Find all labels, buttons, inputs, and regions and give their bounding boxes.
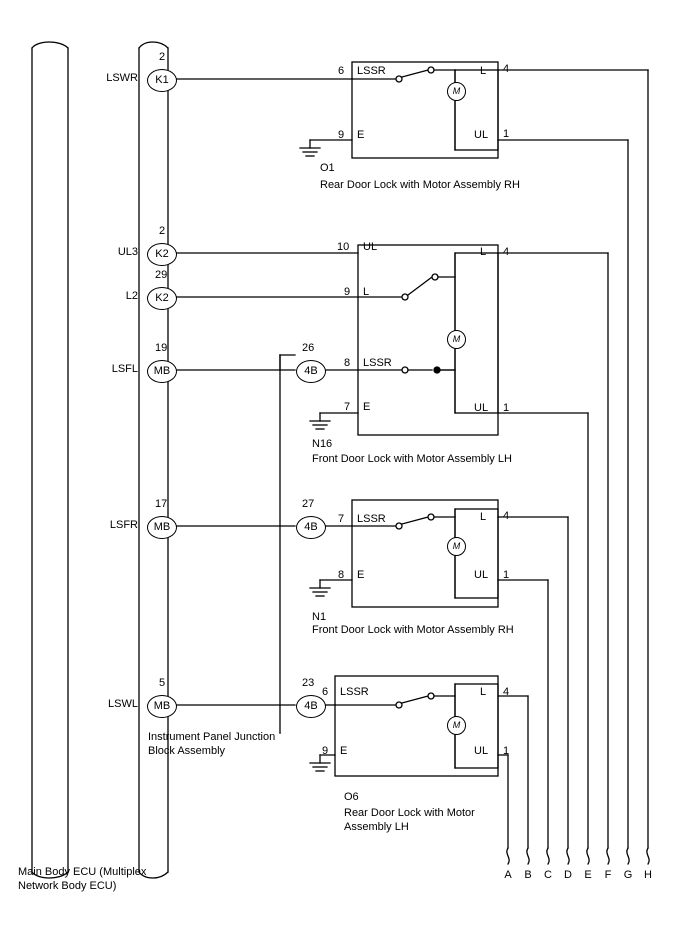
ecu-pin-number: 19 xyxy=(155,342,168,354)
n1-pin-label-l: L xyxy=(480,511,487,523)
n16-pin-number-l-right: 4 xyxy=(503,246,510,258)
ecu-signal-lsfl: LSFL xyxy=(111,363,138,375)
junction-block-label-line2: Block Assembly xyxy=(148,745,226,757)
o1-motor-icon: M xyxy=(447,82,466,101)
ecu-terminal-k1: K1 xyxy=(147,69,177,92)
bus-label-g: G xyxy=(623,869,633,881)
junction-terminal-4b-27: 4B xyxy=(296,516,326,539)
o6-pin-number-lssr: 6 xyxy=(322,686,329,698)
n16-component-code: N16 xyxy=(312,438,333,450)
n16-pin-label-e: E xyxy=(363,401,371,413)
n16-pin-number-l: 9 xyxy=(344,286,351,298)
o6-pin-label-ul: UL xyxy=(474,745,489,757)
o6-motor-icon: M xyxy=(447,716,466,735)
o1-pin-number-l: 4 xyxy=(503,63,510,75)
ecu-terminal-k2-l2: K2 xyxy=(147,287,177,310)
junction-pin-number: 23 xyxy=(302,677,315,689)
o6-component-name-line2: Assembly LH xyxy=(344,821,409,833)
n1-component-name: Front Door Lock with Motor Assembly RH xyxy=(312,624,514,636)
n16-pin-label-ul: UL xyxy=(363,241,378,253)
n1-motor-icon: M xyxy=(447,537,466,556)
ecu-signal-ul3: UL3 xyxy=(117,246,138,258)
o1-component-code: O1 xyxy=(320,162,335,174)
o1-pin-number-ul: 1 xyxy=(503,128,510,140)
n16-pin-number-ul-right: 1 xyxy=(503,402,510,414)
n1-pin-label-e: E xyxy=(357,569,365,581)
o6-pin-number-e: 9 xyxy=(322,745,329,757)
n16-pin-label-ul-right: UL xyxy=(474,402,489,414)
junction-terminal-4b-26: 4B xyxy=(296,360,326,383)
o6-pin-label-e: E xyxy=(340,745,348,757)
o6-pin-label-lssr: LSSR xyxy=(340,686,369,698)
n1-component-code: N1 xyxy=(312,611,327,623)
ecu-signal-lswl: LSWL xyxy=(108,698,138,710)
bus-label-c: C xyxy=(544,869,552,881)
o1-component-name: Rear Door Lock with Motor Assembly RH xyxy=(320,179,520,191)
bus-label-b: B xyxy=(524,869,532,881)
n1-pin-number-e: 8 xyxy=(338,569,345,581)
n1-pin-label-lssr: LSSR xyxy=(357,513,386,525)
bus-label-d: D xyxy=(564,869,572,881)
n16-component-name: Front Door Lock with Motor Assembly LH xyxy=(312,453,512,465)
ecu-pin-number: 2 xyxy=(159,225,166,237)
junction-terminal-4b-23: 4B xyxy=(296,695,326,718)
n1-pin-number-lssr: 7 xyxy=(338,513,345,525)
bus-label-h: H xyxy=(644,869,652,881)
ecu-terminal-mb-lsfl: MB xyxy=(147,360,177,383)
junction-pin-number: 26 xyxy=(302,342,315,354)
ecu-terminal-mb-lsfr: MB xyxy=(147,516,177,539)
ecu-terminal-mb-lswl: MB xyxy=(147,695,177,718)
n1-pin-label-ul: UL xyxy=(474,569,489,581)
o6-pin-number-l: 4 xyxy=(503,686,510,698)
o1-pin-label-lssr: LSSR xyxy=(357,65,386,77)
o6-component-name-line1: Rear Door Lock with Motor xyxy=(344,807,475,819)
ecu-name-line2: Network Body ECU) xyxy=(18,880,117,892)
n1-pin-number-ul: 1 xyxy=(503,569,510,581)
bus-label-f: F xyxy=(604,869,612,881)
bus-label-a: A xyxy=(504,869,512,881)
n16-pin-label-lssr: LSSR xyxy=(363,357,392,369)
bus-label-e: E xyxy=(584,869,592,881)
n16-pin-label-l: L xyxy=(363,286,370,298)
ecu-pin-number: 5 xyxy=(159,677,166,689)
o1-pin-label-l: L xyxy=(480,65,487,77)
junction-block-label-line1: Instrument Panel Junction xyxy=(148,731,276,743)
ecu-signal-lswr: LSWR xyxy=(106,72,138,84)
n1-pin-number-l: 4 xyxy=(503,510,510,522)
o1-pin-label-ul: UL xyxy=(474,129,489,141)
n16-pin-number-lssr: 8 xyxy=(344,357,351,369)
o1-pin-label-e: E xyxy=(357,129,365,141)
ecu-signal-lsfr: LSFR xyxy=(109,519,138,531)
ecu-pin-number: 17 xyxy=(155,498,168,510)
n16-motor-icon: M xyxy=(447,330,466,349)
o1-pin-number-lssr: 6 xyxy=(338,65,345,77)
n16-pin-number-ul: 10 xyxy=(337,241,350,253)
n16-pin-number-e: 7 xyxy=(344,401,351,413)
junction-pin-number: 27 xyxy=(302,498,315,510)
n16-pin-label-l-right: L xyxy=(480,246,487,258)
ecu-pin-number: 2 xyxy=(159,51,166,63)
ecu-signal-l2: L2 xyxy=(125,290,138,302)
ecu-terminal-k2-ul3: K2 xyxy=(147,243,177,266)
o6-pin-number-ul: 1 xyxy=(503,745,510,757)
ecu-pin-number: 29 xyxy=(155,269,168,281)
o6-pin-label-l: L xyxy=(480,686,487,698)
o1-pin-number-e: 9 xyxy=(338,129,345,141)
o6-component-code: O6 xyxy=(344,791,359,803)
ecu-name-line1: Main Body ECU (Multiplex xyxy=(18,866,147,878)
